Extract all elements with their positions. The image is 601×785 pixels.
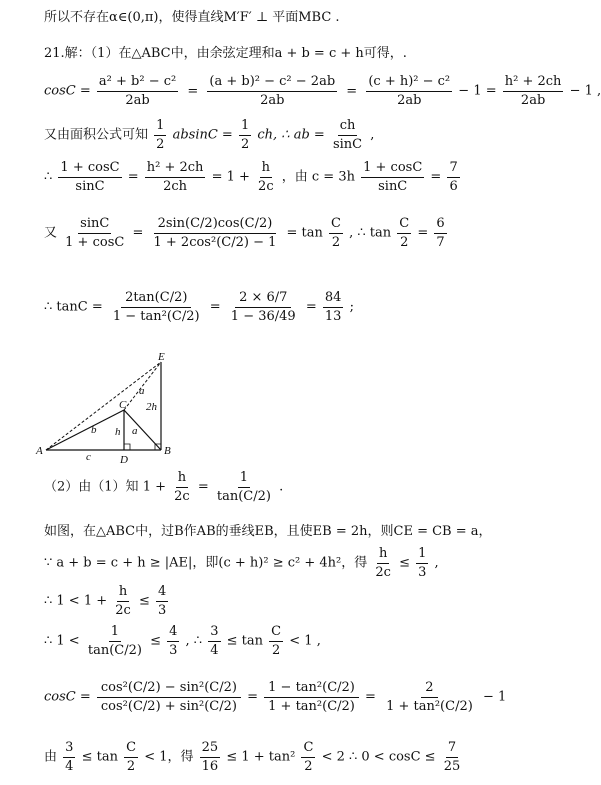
label-b: b xyxy=(91,424,97,436)
text: 如图，在△ABC中，过B作AB的垂线EB，且使EB = 2h，则CE = CB = a， xyxy=(44,524,492,539)
problem-21-header xyxy=(44,46,544,62)
text: absinC = xyxy=(172,127,233,143)
num: 1 + cosC xyxy=(361,160,424,178)
frac xyxy=(416,546,428,580)
den: 13 xyxy=(324,308,342,324)
num: 1 − tan²(C/2) xyxy=(264,680,359,698)
text: ≤ tan xyxy=(226,633,264,649)
triangle-diagram xyxy=(36,350,196,465)
text: ch, ∴ ab = xyxy=(257,127,325,143)
lhs: cosC = xyxy=(44,83,91,99)
num: a² + b² − c² xyxy=(97,74,178,92)
num: cos²(C/2) − sin²(C/2) xyxy=(97,680,241,698)
num: ch xyxy=(338,118,358,136)
equation-cosC: cosC = $\frac{\text{a² + b² − c²}}{2ab}$ = $\frac{\text{(a + b)² − c² − 2ab}}{2ab}$ = $\frac{\text{(c + h)² − c²}}{2ab}$ − 1 = $\frac{\text{h² + 2ch}}{2ab}$ − 1 , xyxy=(44,74,601,108)
num: h xyxy=(260,160,272,178)
text: = xyxy=(127,169,139,185)
num: 3 xyxy=(208,624,220,642)
num: (a + b)² − c² − 2ab xyxy=(207,74,337,92)
num: 1 + cosC xyxy=(58,160,121,178)
num: 6 xyxy=(434,216,446,234)
den: 1 + cosC xyxy=(65,234,125,250)
text: , ∴ xyxy=(185,633,203,649)
frac xyxy=(329,216,343,250)
frac xyxy=(58,160,121,194)
right-angle-D xyxy=(124,444,130,450)
text: = xyxy=(430,169,442,185)
den: 3 xyxy=(418,564,427,580)
text: − 1 = xyxy=(458,83,497,99)
inequality-2 xyxy=(44,584,544,618)
frac xyxy=(208,624,220,658)
den: 2 xyxy=(126,758,136,774)
text: = tan xyxy=(286,225,323,241)
equation-area xyxy=(44,118,544,152)
num: 1 xyxy=(239,118,251,136)
text: = xyxy=(417,225,429,241)
text: ; xyxy=(349,299,354,315)
text: 由 xyxy=(44,749,58,765)
den: sinC xyxy=(332,136,363,152)
den: 2ab xyxy=(397,92,422,108)
text: = xyxy=(209,299,221,315)
text: = 1 + xyxy=(211,169,250,185)
den: 2 xyxy=(400,234,409,250)
frac xyxy=(323,290,344,324)
den: 25 xyxy=(443,758,461,774)
num: 84 xyxy=(323,290,344,308)
num: C xyxy=(301,740,315,758)
den: 2ch xyxy=(163,178,188,194)
frac xyxy=(63,740,75,774)
label-c: c xyxy=(86,451,91,463)
frac xyxy=(150,216,281,250)
text: = xyxy=(305,299,317,315)
frac xyxy=(207,74,337,108)
line-conclusion-prev xyxy=(44,10,544,26)
text: ≤ xyxy=(138,593,150,609)
text: 21.解：（1）在△ABC中，由余弦定理和a + b = c + h可得，. xyxy=(44,46,407,61)
text: − 1 xyxy=(482,689,507,705)
text: , xyxy=(434,555,439,571)
text: ∴ 1 < 1 + xyxy=(44,593,108,609)
equation-ratio xyxy=(44,160,544,194)
frac xyxy=(361,160,424,194)
den: 4 xyxy=(65,758,74,774)
num: C xyxy=(329,216,343,234)
text: 1 + xyxy=(142,479,166,495)
num: 2tan(C/2) xyxy=(121,290,191,308)
inequality-3 xyxy=(44,624,544,658)
den: 1 + 2cos²(C/2) − 1 xyxy=(153,234,277,250)
frac xyxy=(256,160,276,194)
label-a-CE: a xyxy=(139,385,145,397)
frac xyxy=(172,470,192,504)
num: h xyxy=(377,546,389,564)
frac xyxy=(331,118,364,152)
den: tan(C/2) xyxy=(216,488,271,504)
text: ，由 c = 3h xyxy=(281,169,355,185)
frac xyxy=(264,680,359,714)
text: = xyxy=(365,689,376,705)
text: ∴ 1 < xyxy=(44,633,80,649)
den: 1 − tan²(C/2) xyxy=(112,308,200,324)
num: 1 xyxy=(154,118,166,136)
num: 4 xyxy=(156,584,168,602)
label-E: E xyxy=(158,351,165,363)
part2-header xyxy=(44,470,544,504)
den: 1 + tan²(C/2) xyxy=(386,698,473,714)
text: ≤ xyxy=(399,555,410,571)
num: h² + 2ch xyxy=(145,160,206,178)
den: cos²(C/2) + sin²(C/2) xyxy=(100,698,237,714)
den: 2c xyxy=(115,602,131,618)
num: C xyxy=(397,216,411,234)
den: tan(C/2) xyxy=(87,642,142,658)
den: 2c xyxy=(258,178,274,194)
den: 2 xyxy=(240,136,250,152)
text: cosC = xyxy=(44,689,91,705)
label-2h: 2h xyxy=(146,401,157,413)
frac xyxy=(200,740,221,774)
text: = xyxy=(132,225,144,241)
num: 1 xyxy=(238,470,250,488)
den: 2 xyxy=(272,642,281,658)
equation-tanC xyxy=(44,290,544,324)
frac xyxy=(167,624,179,658)
text: = xyxy=(197,479,209,495)
text: ∴ tanC = xyxy=(44,299,103,315)
frac xyxy=(86,624,144,658)
text: 又由面积公式可知 xyxy=(44,127,149,143)
frac xyxy=(97,680,241,714)
den: 1 + tan²(C/2) xyxy=(268,698,355,714)
frac xyxy=(301,740,315,774)
den: sinC xyxy=(378,178,408,194)
text: , ∴ tan xyxy=(349,225,392,241)
den: 2ab xyxy=(125,92,150,108)
frac xyxy=(156,584,168,618)
den: 6 xyxy=(449,178,458,194)
frac xyxy=(97,74,178,108)
num: h xyxy=(176,470,188,488)
frac xyxy=(434,216,446,250)
frac xyxy=(109,290,204,324)
num: 1 xyxy=(109,624,121,642)
den: 2c xyxy=(375,564,391,580)
construction-text xyxy=(44,524,544,540)
frac xyxy=(154,118,166,152)
inequality-1 xyxy=(44,546,544,580)
den: 7 xyxy=(436,234,445,250)
frac xyxy=(373,546,393,580)
frac xyxy=(447,160,459,194)
equation-cosC-tan xyxy=(44,680,544,714)
label-h: h xyxy=(115,426,121,438)
text: < 1 , xyxy=(289,633,321,649)
text: 又 xyxy=(44,225,58,241)
den: 2 xyxy=(304,758,313,774)
num: 25 xyxy=(200,740,221,758)
den: 3 xyxy=(158,602,167,618)
frac xyxy=(145,160,206,194)
den: 2ab xyxy=(260,92,285,108)
label-B: B xyxy=(164,445,171,457)
text: ∵ a + b = c + h ≥ |AE|，即(c + h)² ≥ c² + 4h²，得 xyxy=(44,555,368,571)
text: 所以不存在α∈(0,π)，使得直线M′F′ ⊥ 平面MBC . xyxy=(44,10,340,25)
den: 2c xyxy=(174,488,190,504)
num: 2 × 6/7 xyxy=(235,290,291,308)
num: 3 xyxy=(63,740,75,758)
label-A: A xyxy=(36,445,43,457)
text: − 1 , xyxy=(569,83,601,99)
frac xyxy=(382,680,477,714)
den: 2ab xyxy=(520,92,546,108)
num: h xyxy=(117,584,129,602)
num: sinC xyxy=(78,216,111,234)
segment-AC xyxy=(46,410,124,450)
text: ≤ xyxy=(150,633,161,649)
frac xyxy=(239,118,251,152)
num: 2 xyxy=(421,680,437,698)
text: = xyxy=(247,689,258,705)
text: , xyxy=(370,127,375,143)
num: (c + h)² − c² xyxy=(366,74,452,92)
frac xyxy=(63,216,126,250)
den: sinC xyxy=(75,178,105,194)
den: 4 xyxy=(210,642,219,658)
frac xyxy=(215,470,273,504)
label-a-CB: a xyxy=(132,425,138,437)
frac xyxy=(124,740,138,774)
text: ≤ 1 + tan² xyxy=(226,749,296,765)
frac xyxy=(366,74,452,108)
num: 1 xyxy=(416,546,428,564)
num: 4 xyxy=(167,624,179,642)
equation-half-angle xyxy=(44,216,544,250)
frac xyxy=(442,740,463,774)
num: 7 xyxy=(446,740,458,758)
text: ≤ tan xyxy=(81,749,118,765)
frac xyxy=(113,584,133,618)
text: . xyxy=(279,479,284,495)
frac xyxy=(503,74,564,108)
num: h² + 2ch xyxy=(503,74,564,92)
den: 2 xyxy=(156,136,165,152)
num: 2sin(C/2)cos(C/2) xyxy=(154,216,277,234)
text: < 2 ∴ 0 < cosC ≤ xyxy=(321,749,436,765)
frac xyxy=(397,216,411,250)
den: 1 − 36/49 xyxy=(230,308,296,324)
text: （2）由（1）知 xyxy=(44,479,139,495)
num: C xyxy=(269,624,283,642)
text: ∴ xyxy=(44,169,53,185)
label-D: D xyxy=(120,454,128,466)
label-C: C xyxy=(119,399,127,411)
den: 2 xyxy=(331,234,341,250)
den: 3 xyxy=(169,642,178,658)
segment-AE xyxy=(46,362,161,450)
final-range xyxy=(44,740,544,774)
num: C xyxy=(124,740,138,758)
den: 16 xyxy=(201,758,219,774)
num: 7 xyxy=(447,160,459,178)
text: < 1，得 xyxy=(144,749,194,765)
frac xyxy=(269,624,283,658)
frac xyxy=(227,290,300,324)
